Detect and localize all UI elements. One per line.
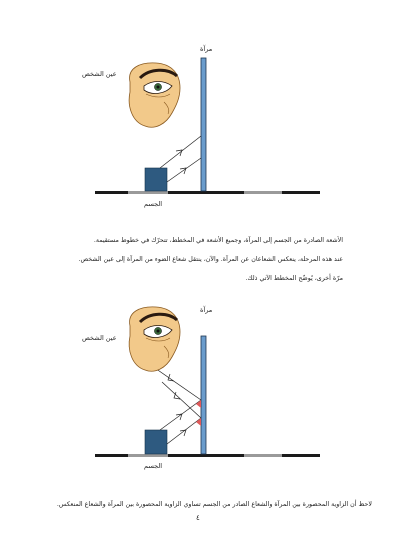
diagram-reflection-2 xyxy=(0,304,400,479)
object-label: الجسم xyxy=(144,462,163,470)
eye-face xyxy=(129,63,180,127)
ground-patch-left xyxy=(128,454,168,457)
mirror xyxy=(201,336,206,454)
ground-patch-right xyxy=(244,454,282,457)
object-block xyxy=(145,430,167,454)
angle-marker-2 xyxy=(196,418,201,426)
incident-ray-1 xyxy=(160,400,201,430)
mirror xyxy=(201,58,206,191)
eye-label: عين الشخص xyxy=(82,334,117,342)
eye-label: عين الشخص xyxy=(82,70,117,78)
diagram-1-svg xyxy=(0,40,400,215)
eye-face xyxy=(129,307,180,371)
object-label: الجسم xyxy=(144,200,163,208)
paragraph-3: مرّة أخرى، يُوضّح المخطط الآتي ذلك. xyxy=(245,275,343,282)
ground-patch-right xyxy=(244,191,282,194)
paragraph-1: الأشعة الصادرة من الجسم إلى المرآة، وجميع الأشعة في المخطط، تتحرّك في خطوط مستقيمة. xyxy=(93,237,343,244)
diagram-reflection-1 xyxy=(0,40,400,215)
object-block xyxy=(145,168,167,191)
angle-marker-1 xyxy=(196,400,201,408)
mirror-label: مرآة xyxy=(200,45,213,53)
ground-patch-left xyxy=(128,191,168,194)
incident-ray-2 xyxy=(167,418,201,444)
ray-1 xyxy=(160,136,201,168)
reflected-ray-2 xyxy=(162,382,201,418)
reflected-ray-1-arrow xyxy=(168,374,174,381)
conclusion-text: لاحظ أن الزاوية المحصورة بين المرآة والشعاع الصادر من الجسم تساوي الزاوية المحصورة بين المرآة والشعاع المنعكس. xyxy=(56,501,372,508)
ray-2 xyxy=(167,158,201,182)
mirror-label: مرآة xyxy=(200,306,213,314)
paragraph-2: عند هذه المرحلة، ينعكس الشعاعان عن المرآة. والآن، ينتقل شعاع الضوء من المرآة إلى عين الشخص. xyxy=(78,256,343,263)
reflected-ray-1 xyxy=(152,366,201,400)
diagram-2-svg xyxy=(0,304,400,479)
page-number: ٤ xyxy=(196,514,200,522)
